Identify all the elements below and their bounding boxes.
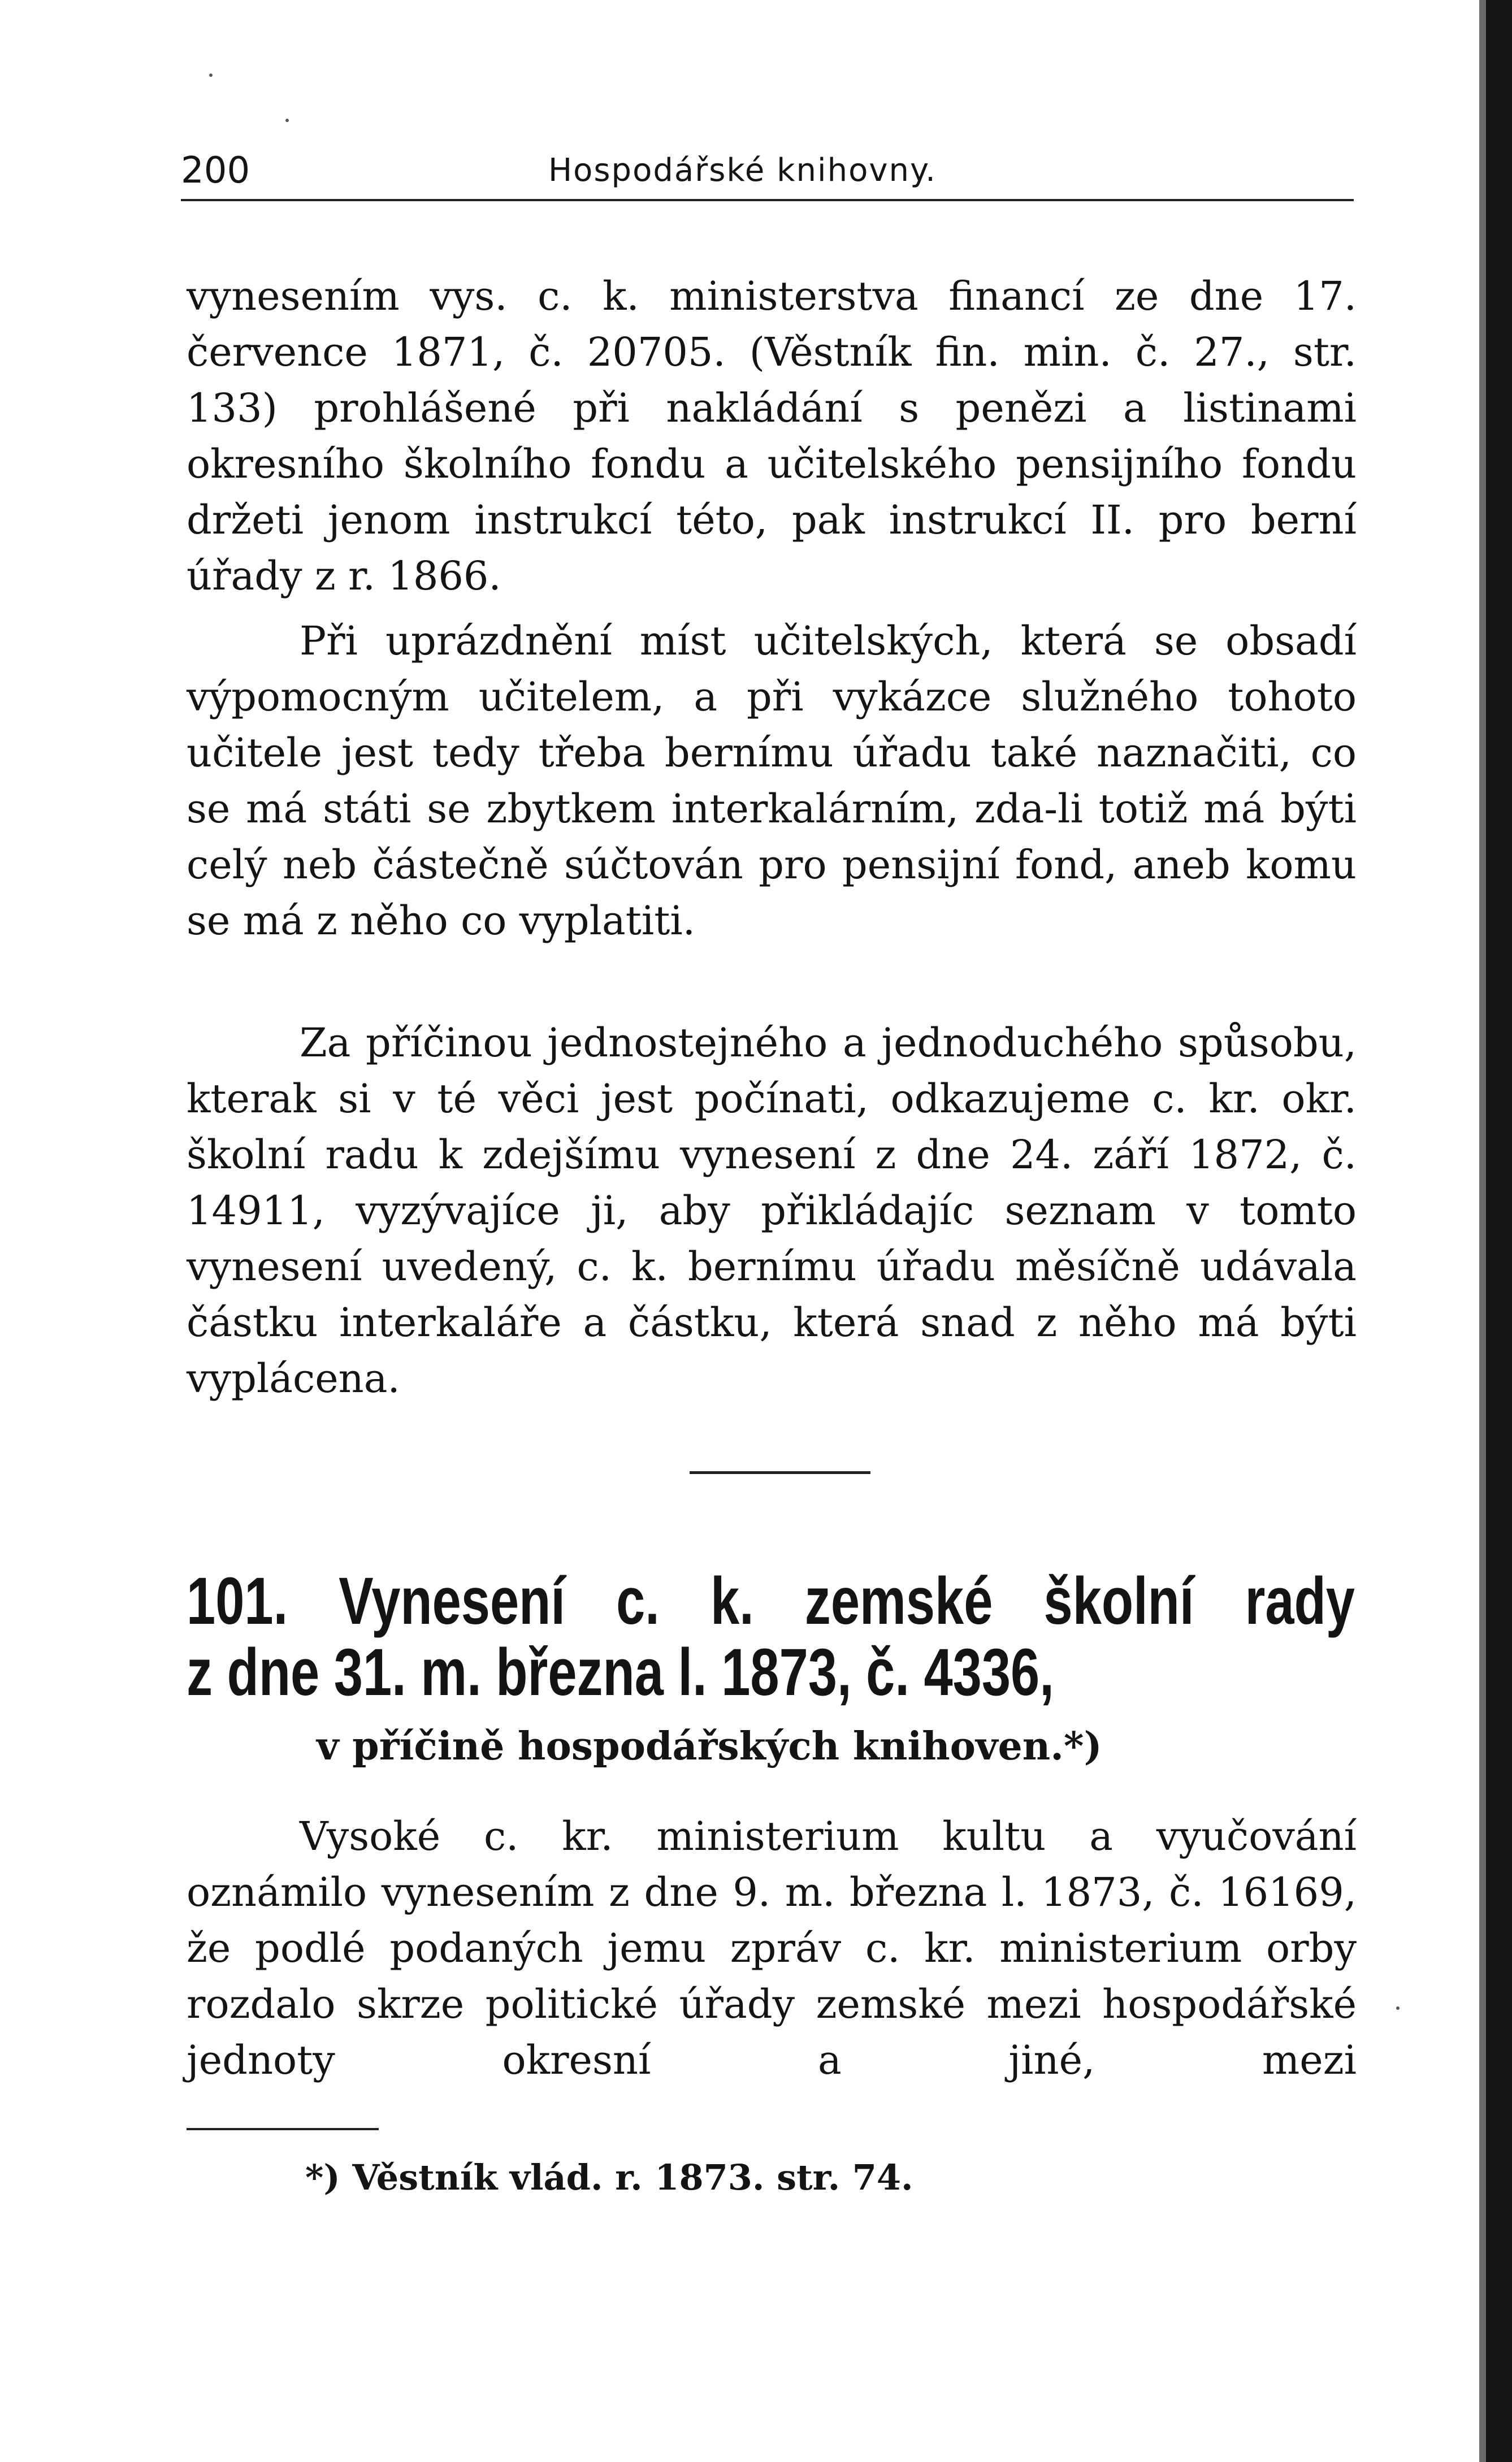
paragraph-continuation: vynesením vys. c. k. ministerstva financí ze dne 17. července 1871, č. 20705. (Věstník fin. min. č. 27., str. 133) prohlášené při nakládání s penězi a listinami okresního školního fondu a učitelského pensijního fondu držeti jenom instrukcí této, pak instrukcí II. pro berní úřady z r. 1866. [187,273,1357,599]
page-edge [1486,0,1512,2462]
paragraph: Vysoké c. kr. ministerium kultu a vyučování oznámilo vynesením z dne 9. m. března l. 1873, č. 16169, že podlé podaných jemu zpráv c. kr. ministerium orby rozdalo skrze politické úřady zemské mezi hospodářské jednoty okresní a jiné, mezi [187,1813,1357,2083]
paragraph: Při uprázdnění míst učitelských, která se obsadí výpomocným učitelem, a při vykázce služného tohoto učitele jest tedy třeba bernímu úřadu také naznačiti, co se má státi se zbytkem interkalárním, zda-li totiž má býti celý neb částečně súčtován pro pensijní fond, aneb komu se má z něho co vyplatiti. [187,618,1357,944]
section-heading-line: z dne 31. m. března l. 1873, č. 4336, [187,1635,1054,1710]
paper-speck [209,73,213,77]
header-rule [181,199,1354,201]
page-edge-shadow [1479,0,1486,2462]
section-divider [690,1471,870,1474]
section-heading [187,1566,1355,1708]
page-header [181,148,1357,199]
section-subheading: v příčině hospodářských knihoven.*) [317,1724,1102,1769]
paper-speck [1396,2006,1400,2010]
footnote-rule [187,2128,379,2130]
running-title: Hospodářské knihovny. [548,152,937,189]
section-heading-line: 101. Vynesení c. k. zemské školní rady [187,1564,1355,1639]
footnote: *) Věstník vlád. r. 1873. str. 74. [305,2157,913,2198]
paragraph: Za příčinou jednostejného a jednoduchého spůsobu, kterak si v té věci jest počínati, odkazujeme c. kr. okr. školní radu k zdejšímu vynesení z dne 24. září 1872, č. 14911, vyzývajíce ji, aby přikládajíc seznam v tomto vynesení uvedený, c. k. bernímu úřadu měsíčně udávala částku interkaláře a částku, která snad z něho má býti vyplácena. [187,1020,1357,1402]
paper-speck [285,119,289,122]
page-number: 200 [181,150,250,192]
